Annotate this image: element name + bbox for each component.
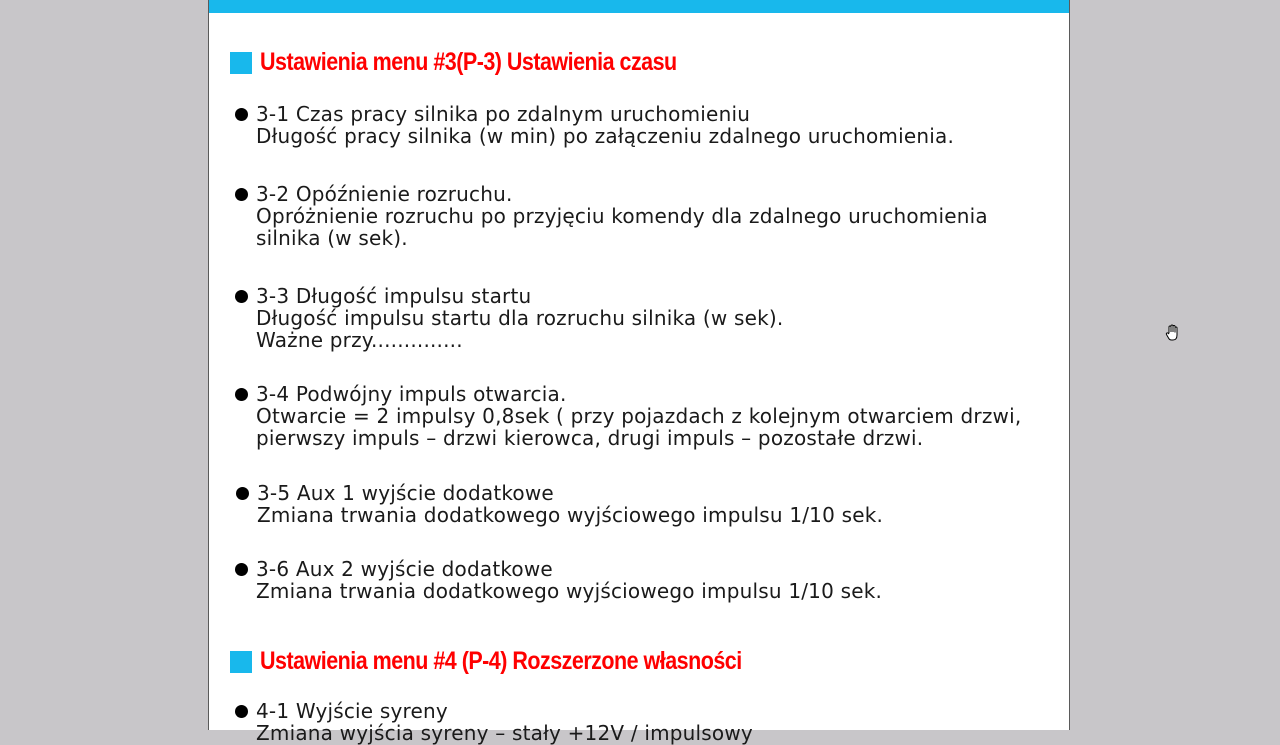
list-item [235, 183, 1055, 249]
item-description: silnika (w sek). [256, 226, 408, 250]
bullet-icon [235, 188, 248, 201]
list-item [235, 383, 1055, 449]
bullet-icon [235, 705, 248, 718]
section-title: Ustawienia menu #4 (P-4) Rozszerzone własności [260, 647, 742, 675]
bullet-icon [235, 108, 248, 121]
item-title: 3-5 Aux 1 wyjście dodatkowe [257, 481, 554, 505]
item-title: 4-1 Wyjście syreny [256, 699, 448, 723]
item-description: pierwszy impuls – drzwi kierowca, drugi impuls – pozostałe drzwi. [256, 426, 924, 450]
item-title: 3-6 Aux 2 wyjście dodatkowe [256, 557, 553, 581]
header-band [209, 0, 1069, 13]
bullet-icon [235, 290, 248, 303]
item-description: Zmiana trwania dodatkowego wyjściowego impulsu 1/10 sek. [257, 503, 884, 527]
item-description: Otwarcie = 2 impulsy 0,8sek ( przy pojazdach z kolejnym otwarciem drzwi, [256, 404, 1022, 428]
list-item [235, 285, 1055, 351]
list-item [235, 700, 1055, 744]
list-item [236, 482, 1056, 526]
item-title: 3-1 Czas pracy silnika po zdalnym uruchomieniu [256, 102, 751, 126]
square-marker-icon [230, 52, 252, 74]
list-item [235, 558, 1055, 602]
bullet-icon [235, 388, 248, 401]
item-description: Długość impulsu startu dla rozruchu silnika (w sek). [256, 306, 784, 330]
item-title: 3-4 Podwójny impuls otwarcia. [256, 382, 567, 406]
bullet-icon [236, 487, 249, 500]
item-description: Zmiana trwania dodatkowego wyjściowego impulsu 1/10 sek. [256, 579, 883, 603]
square-marker-icon [230, 651, 252, 673]
section-heading-p3 [230, 48, 745, 77]
item-description: Ważne przy.............. [256, 328, 463, 352]
item-description: Długość pracy silnika (w min) po załączeniu zdalnego uruchomienia. [256, 124, 955, 148]
section-heading-p4 [230, 647, 820, 676]
bullet-icon [235, 563, 248, 576]
section-title: Ustawienia menu #3(P-3) Ustawienia czasu [260, 48, 677, 76]
list-item [235, 103, 1055, 147]
item-title: 3-2 Opóźnienie rozruchu. [256, 182, 513, 206]
hand-cursor-icon [1163, 323, 1183, 343]
document-page [208, 0, 1070, 745]
item-description: Zmiana wyjścia syreny – stały +12V / impulsowy [256, 721, 753, 745]
item-title: 3-3 Długość impulsu startu [256, 284, 532, 308]
item-description: Opróżnienie rozruchu po przyjęciu komendy dla zdalnego uruchomienia [256, 204, 988, 228]
